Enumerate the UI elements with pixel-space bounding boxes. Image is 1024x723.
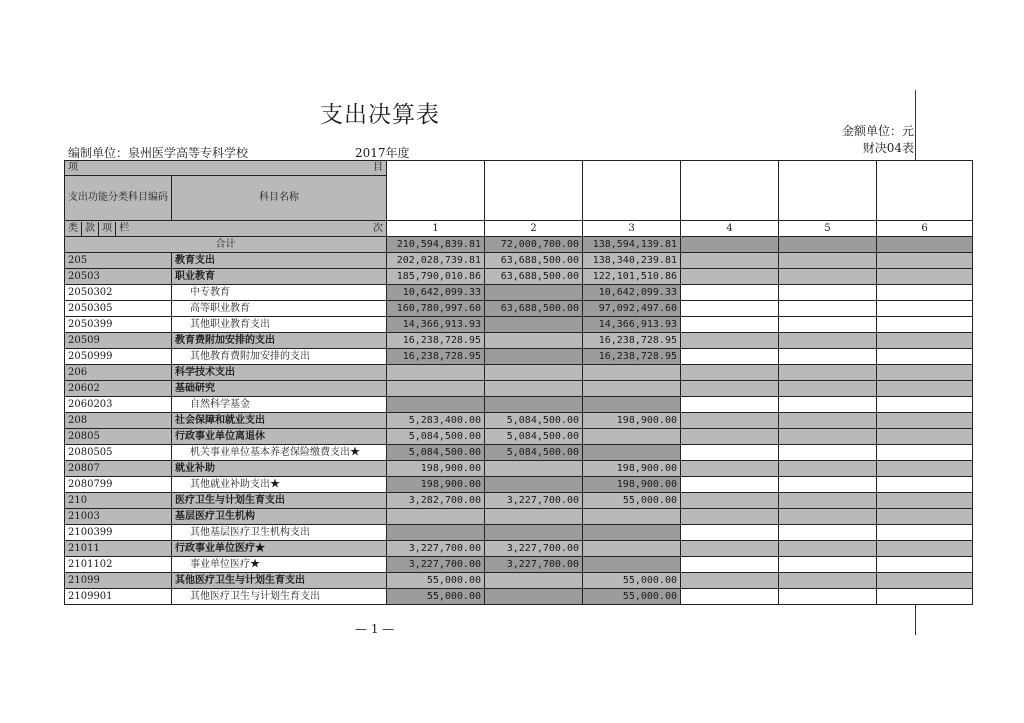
row-subsidiary	[877, 333, 973, 349]
row-basic: 3,227,700.00	[485, 493, 583, 509]
row-project	[583, 541, 681, 557]
row-upper	[681, 349, 779, 365]
row-project: 198,900.00	[583, 477, 681, 493]
row-total: 55,000.00	[387, 589, 485, 605]
page-title: 支出决算表	[320, 102, 440, 128]
row-code: 2080799	[65, 477, 172, 493]
total-label: 合计	[65, 237, 387, 253]
row-basic: 5,084,500.00	[485, 445, 583, 461]
row-name: 高等职业教育	[172, 301, 387, 317]
row-upper	[681, 573, 779, 589]
row-subsidiary	[877, 381, 973, 397]
table-row	[65, 413, 973, 429]
row-upper	[681, 397, 779, 413]
row-basic: 63,688,500.00	[485, 301, 583, 317]
table-row	[65, 493, 973, 509]
row-code: 2100399	[65, 525, 172, 541]
row-subsidiary	[877, 317, 973, 333]
row-project	[583, 381, 681, 397]
row-name: 社会保障和就业支出	[172, 413, 387, 429]
row-project: 198,900.00	[583, 413, 681, 429]
row-business	[779, 573, 877, 589]
row-code: 2050305	[65, 301, 172, 317]
row-name: 行政事业单位离退休	[172, 429, 387, 445]
row-project	[583, 365, 681, 381]
mu-label: 目	[373, 162, 383, 173]
total-c1: 210,594,839.81	[387, 237, 485, 253]
row-business	[779, 557, 877, 573]
table-row	[65, 397, 973, 413]
row-upper	[681, 541, 779, 557]
row-name: 其他基层医疗卫生机构支出	[172, 525, 387, 541]
row-code: 2050399	[65, 317, 172, 333]
expenditure-table	[64, 160, 973, 605]
row-business	[779, 541, 877, 557]
total-c4	[681, 237, 779, 253]
row-project: 16,238,728.95	[583, 333, 681, 349]
row-project: 10,642,099.33	[583, 285, 681, 301]
table-row	[65, 349, 973, 365]
row-basic: 5,084,500.00	[485, 413, 583, 429]
row-subsidiary	[877, 429, 973, 445]
table-row	[65, 317, 973, 333]
row-code: 2050999	[65, 349, 172, 365]
table-row	[65, 301, 973, 317]
row-total: 5,084,500.00	[387, 445, 485, 461]
col-head-5	[779, 161, 877, 221]
row-subsidiary	[877, 477, 973, 493]
row-basic	[485, 365, 583, 381]
total-c3: 138,594,139.81	[583, 237, 681, 253]
row-business	[779, 429, 877, 445]
row-project: 122,101,510.86	[583, 269, 681, 285]
row-project	[583, 525, 681, 541]
table-row	[65, 589, 973, 605]
row-basic: 63,688,500.00	[485, 253, 583, 269]
row-upper	[681, 525, 779, 541]
col-head-4	[681, 161, 779, 221]
row-upper	[681, 301, 779, 317]
total-c6	[877, 237, 973, 253]
row-total: 10,642,099.33	[387, 285, 485, 301]
row-subsidiary	[877, 445, 973, 461]
row-name: 其他教育费附加安排的支出	[172, 349, 387, 365]
table-row	[65, 285, 973, 301]
row-basic	[485, 573, 583, 589]
row-total: 160,780,997.60	[387, 301, 485, 317]
row-total	[387, 509, 485, 525]
fiscal-year: 2017年度	[355, 146, 410, 160]
row-total: 16,238,728.95	[387, 349, 485, 365]
row-basic	[485, 477, 583, 493]
row-basic	[485, 461, 583, 477]
row-project: 55,000.00	[583, 573, 681, 589]
row-total	[387, 525, 485, 541]
col-num-4: 4	[681, 221, 779, 237]
table-row	[65, 509, 973, 525]
ci-label: 次	[373, 222, 383, 234]
row-total: 3,282,700.00	[387, 493, 485, 509]
row-upper	[681, 557, 779, 573]
row-code: 20807	[65, 461, 172, 477]
row-upper	[681, 317, 779, 333]
row-name: 基层医疗卫生机构	[172, 509, 387, 525]
col-num-5: 5	[779, 221, 877, 237]
header-row-lan	[65, 221, 973, 237]
row-upper	[681, 253, 779, 269]
row-upper	[681, 589, 779, 605]
organization-name: 编制单位：泉州医学高等专科学校	[68, 146, 249, 160]
row-total: 5,283,400.00	[387, 413, 485, 429]
row-code: 206	[65, 365, 172, 381]
row-business	[779, 317, 877, 333]
row-total: 16,238,728.95	[387, 333, 485, 349]
row-basic	[485, 397, 583, 413]
row-total: 55,000.00	[387, 573, 485, 589]
row-upper	[681, 365, 779, 381]
row-project: 97,092,497.60	[583, 301, 681, 317]
row-name: 基础研究	[172, 381, 387, 397]
row-basic: 3,227,700.00	[485, 557, 583, 573]
row-code: 2050302	[65, 285, 172, 301]
table-row	[65, 557, 973, 573]
row-total: 3,227,700.00	[387, 541, 485, 557]
row-name: 其他就业补助支出★	[172, 477, 387, 493]
row-subsidiary	[877, 349, 973, 365]
table-row	[65, 333, 973, 349]
row-project	[583, 397, 681, 413]
code-col-header: 支出功能分类科目编码	[65, 176, 172, 221]
col-num-6: 6	[877, 221, 973, 237]
row-project	[583, 509, 681, 525]
row-basic: 5,084,500.00	[485, 429, 583, 445]
row-name: 科学技术支出	[172, 365, 387, 381]
row-business	[779, 461, 877, 477]
row-subsidiary	[877, 493, 973, 509]
row-project: 198,900.00	[583, 461, 681, 477]
row-basic	[485, 525, 583, 541]
row-code: 2109901	[65, 589, 172, 605]
row-name: 行政事业单位医疗★	[172, 541, 387, 557]
row-basic	[485, 349, 583, 365]
total-row	[65, 237, 973, 253]
table-row	[65, 253, 973, 269]
table-row	[65, 541, 973, 557]
row-subsidiary	[877, 253, 973, 269]
table-row	[65, 477, 973, 493]
row-name: 事业单位医疗★	[172, 557, 387, 573]
row-business	[779, 253, 877, 269]
name-col-header: 科目名称	[172, 176, 387, 221]
lan-label: 栏	[119, 222, 130, 234]
row-subsidiary	[877, 525, 973, 541]
col-head-3	[583, 161, 681, 221]
table-body	[65, 237, 973, 605]
row-code: 21003	[65, 509, 172, 525]
item-label: 项	[68, 162, 78, 173]
form-number: 财决04表	[862, 141, 914, 155]
table-row	[65, 461, 973, 477]
row-business	[779, 509, 877, 525]
row-total	[387, 397, 485, 413]
row-subsidiary	[877, 413, 973, 429]
col-head-1	[387, 161, 485, 221]
row-name: 职业教育	[172, 269, 387, 285]
col-num-3: 3	[583, 221, 681, 237]
row-project: 55,000.00	[583, 493, 681, 509]
row-business	[779, 301, 877, 317]
row-code: 2080505	[65, 445, 172, 461]
row-basic	[485, 285, 583, 301]
row-basic: 63,688,500.00	[485, 269, 583, 285]
row-upper	[681, 381, 779, 397]
row-name: 教育支出	[172, 253, 387, 269]
row-code: 21011	[65, 541, 172, 557]
row-business	[779, 285, 877, 301]
row-project	[583, 429, 681, 445]
row-project	[583, 557, 681, 573]
row-code: 20805	[65, 429, 172, 445]
row-subsidiary	[877, 269, 973, 285]
table-row	[65, 365, 973, 381]
row-business	[779, 365, 877, 381]
row-business	[779, 477, 877, 493]
row-upper	[681, 333, 779, 349]
row-project: 55,000.00	[583, 589, 681, 605]
lei-label: 类	[65, 222, 82, 236]
row-total	[387, 381, 485, 397]
row-code: 205	[65, 253, 172, 269]
row-name: 自然科学基金	[172, 397, 387, 413]
row-subsidiary	[877, 285, 973, 301]
table-row	[65, 525, 973, 541]
row-project: 138,340,239.81	[583, 253, 681, 269]
col-num-1: 1	[387, 221, 485, 237]
col-head-6	[877, 161, 973, 221]
header-row-item	[65, 161, 973, 176]
row-name: 中专教育	[172, 285, 387, 301]
row-subsidiary	[877, 557, 973, 573]
row-upper	[681, 493, 779, 509]
row-subsidiary	[877, 541, 973, 557]
row-upper	[681, 477, 779, 493]
row-subsidiary	[877, 461, 973, 477]
page-number: — 1 —	[355, 622, 395, 636]
row-subsidiary	[877, 589, 973, 605]
row-business	[779, 269, 877, 285]
row-total: 198,900.00	[387, 477, 485, 493]
table-row	[65, 381, 973, 397]
row-code: 20509	[65, 333, 172, 349]
row-name: 就业补助	[172, 461, 387, 477]
kuan-label: 款	[82, 222, 99, 236]
row-basic	[485, 333, 583, 349]
row-code: 20602	[65, 381, 172, 397]
row-business	[779, 397, 877, 413]
amount-unit: 金额单位：元	[841, 124, 914, 138]
row-total: 3,227,700.00	[387, 557, 485, 573]
table-row	[65, 429, 973, 445]
row-subsidiary	[877, 573, 973, 589]
row-upper	[681, 269, 779, 285]
row-code: 210	[65, 493, 172, 509]
table-row	[65, 445, 973, 461]
row-project	[583, 445, 681, 461]
row-name: 医疗卫生与计划生育支出	[172, 493, 387, 509]
row-business	[779, 493, 877, 509]
row-total: 185,790,010.86	[387, 269, 485, 285]
row-business	[779, 381, 877, 397]
table-row	[65, 573, 973, 589]
row-subsidiary	[877, 365, 973, 381]
row-code: 2060203	[65, 397, 172, 413]
row-subsidiary	[877, 509, 973, 525]
row-subsidiary	[877, 301, 973, 317]
row-upper	[681, 509, 779, 525]
row-upper	[681, 413, 779, 429]
total-c2: 72,000,700.00	[485, 237, 583, 253]
row-project: 16,238,728.95	[583, 349, 681, 365]
row-code: 20503	[65, 269, 172, 285]
row-upper	[681, 445, 779, 461]
row-total: 14,366,913.93	[387, 317, 485, 333]
row-basic: 3,227,700.00	[485, 541, 583, 557]
row-business	[779, 525, 877, 541]
row-code: 208	[65, 413, 172, 429]
row-upper	[681, 429, 779, 445]
row-total: 5,084,500.00	[387, 429, 485, 445]
row-project: 14,366,913.93	[583, 317, 681, 333]
col-head-2	[485, 161, 583, 221]
row-business	[779, 589, 877, 605]
row-total	[387, 365, 485, 381]
row-name: 其他职业教育支出	[172, 317, 387, 333]
row-business	[779, 349, 877, 365]
row-basic	[485, 317, 583, 333]
row-upper	[681, 461, 779, 477]
row-total: 198,900.00	[387, 461, 485, 477]
row-basic	[485, 381, 583, 397]
xiang-label: 项	[99, 222, 116, 236]
row-business	[779, 445, 877, 461]
row-name: 其他医疗卫生与计划生育支出	[172, 573, 387, 589]
row-total: 202,028,739.81	[387, 253, 485, 269]
row-basic	[485, 589, 583, 605]
total-c5	[779, 237, 877, 253]
col-num-2: 2	[485, 221, 583, 237]
row-basic	[485, 509, 583, 525]
row-code: 21099	[65, 573, 172, 589]
row-business	[779, 413, 877, 429]
row-business	[779, 333, 877, 349]
row-name: 机关事业单位基本养老保险缴费支出★	[172, 445, 387, 461]
row-name: 其他医疗卫生与计划生育支出	[172, 589, 387, 605]
row-name: 教育费附加安排的支出	[172, 333, 387, 349]
row-code: 2101102	[65, 557, 172, 573]
row-upper	[681, 285, 779, 301]
table-row	[65, 269, 973, 285]
row-subsidiary	[877, 397, 973, 413]
